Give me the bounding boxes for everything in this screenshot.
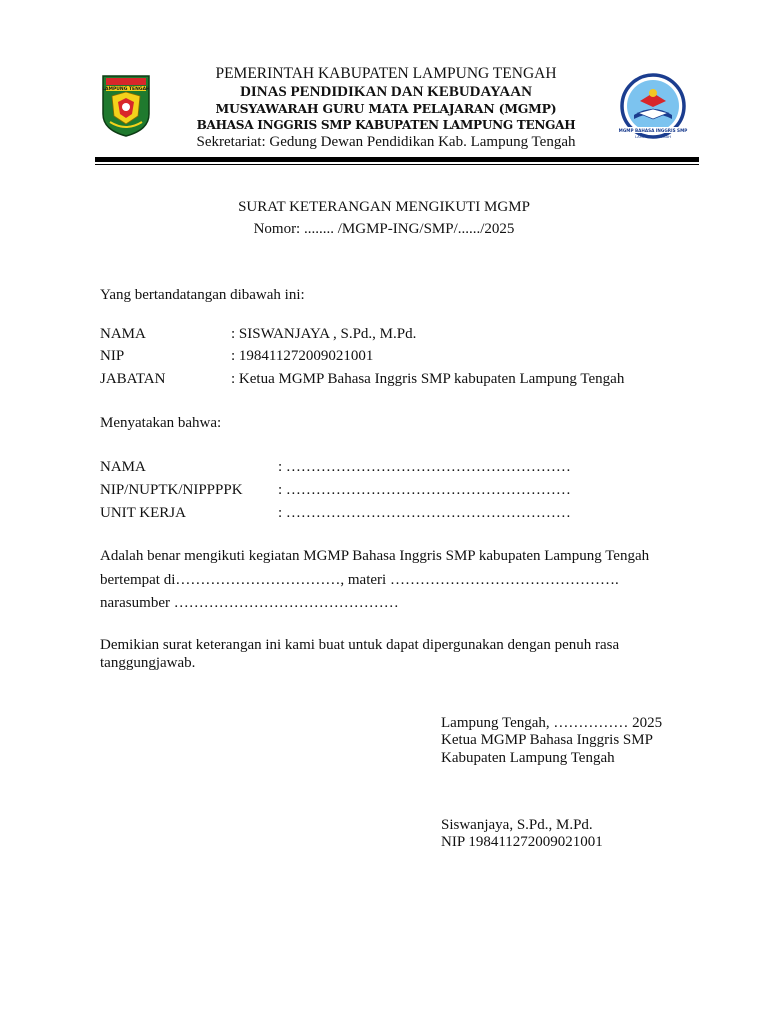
signer-position-label: JABATAN xyxy=(100,371,166,387)
closing-line-2: tanggungjawab. xyxy=(100,655,196,671)
letterhead-divider-thick xyxy=(95,157,699,162)
document-title: SURAT KETERANGAN MENGIKUTI MGMP xyxy=(238,199,530,215)
signature-nip: NIP 198411272009021001 xyxy=(441,834,603,850)
letterhead-agency: DINAS PENDIDIKAN DAN KEBUDAYAAN xyxy=(240,83,532,100)
participant-id-label: NIP/NUPTK/NIPPPPK xyxy=(100,482,243,498)
signer-name-value: : SISWANJAYA , S.Pd., M.Pd. xyxy=(231,326,417,342)
body-line-1: Adalah benar mengikuti kegiatan MGMP Bahasa Inggris SMP kabupaten Lampung Tengah xyxy=(100,548,650,564)
statement-intro: Menyatakan bahwa: xyxy=(100,415,222,431)
mgmp-logo xyxy=(618,73,688,143)
document-number: Nomor: ........ /MGMP-ING/SMP/....../2025 xyxy=(253,221,515,237)
body-line-2: bertempat di……………………………, materi ………………………………………. xyxy=(100,572,619,588)
participant-unit-label: UNIT KERJA xyxy=(100,505,186,521)
signature-place-date: Lampung Tengah, …………… 2025 xyxy=(441,715,663,731)
signer-nip-label: NIP xyxy=(100,348,125,364)
body-line-3: narasumber ……………………………………… xyxy=(100,595,399,611)
participant-id-field: : ………………………………………………… xyxy=(278,482,571,498)
closing-line-1: Demikian surat keterangan ini kami buat untuk dapat dipergunakan dengan penuh rasa xyxy=(100,637,620,653)
letterhead-organization: MUSYAWARAH GURU MATA PELAJARAN (MGMP) xyxy=(215,100,557,116)
letterhead-subject: BAHASA INGGRIS SMP KABUPATEN LAMPUNG TENGAH xyxy=(196,117,576,132)
signature-name: Siswanjaya, S.Pd., M.Pd. xyxy=(441,817,593,833)
participant-name-label: NAMA xyxy=(100,459,146,475)
letterhead xyxy=(170,66,602,150)
regency-logo xyxy=(100,72,152,138)
regency-logo-text: LAMPUNG TENGAH xyxy=(102,87,150,92)
mgmp-logo-text: MGMP BAHASA INGGRIS SMP xyxy=(618,128,688,133)
letterhead-secretariat: Sekretariat: Gedung Dewan Pendidikan Kab. Lampung Tengah xyxy=(196,134,576,150)
letterhead-divider-thin xyxy=(95,164,699,165)
signature-role-region: Kabupaten Lampung Tengah xyxy=(441,750,615,766)
signature-role: Ketua MGMP Bahasa Inggris SMP xyxy=(441,732,653,748)
letterhead-government: PEMERINTAH KABUPATEN LAMPUNG TENGAH xyxy=(215,65,557,82)
signer-nip-value: : 198411272009021001 xyxy=(231,348,374,364)
signer-name-label: NAMA xyxy=(100,326,146,342)
participant-name-field: : ………………………………………………… xyxy=(278,459,571,475)
signer-position-value: : Ketua MGMP Bahasa Inggris SMP kabupaten Lampung Tengah xyxy=(231,371,625,387)
intro-text: Yang bertandatangan dibawah ini: xyxy=(100,287,305,303)
mgmp-logo-subtext: LAMPUNG TENGAH xyxy=(634,134,672,139)
participant-unit-field: : ………………………………………………… xyxy=(278,505,571,521)
